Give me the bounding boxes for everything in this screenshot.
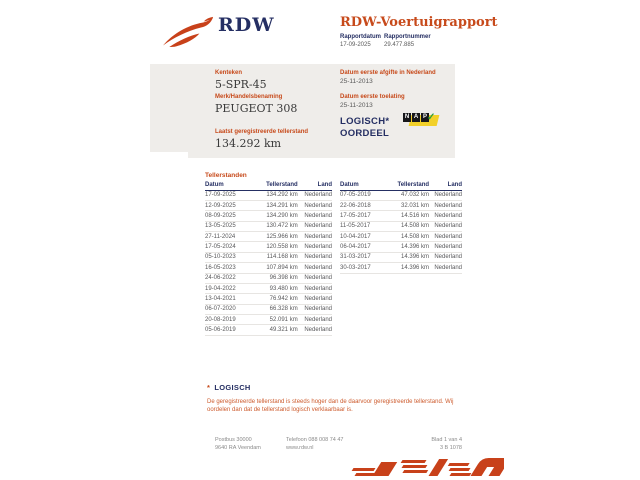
report-number-value: 29.477.885 <box>384 42 415 48</box>
cell-land: Nederland <box>429 190 462 200</box>
kenteken-block <box>215 70 267 91</box>
table-row <box>205 304 332 314</box>
table-row <box>205 252 332 262</box>
report-date-value: 17-09-2025 <box>340 42 371 48</box>
rdw-logo-wordmark: RDW <box>218 14 275 36</box>
cell-datum: 05-06-2019 <box>205 325 256 335</box>
nap-logo-icon <box>403 113 439 127</box>
cell-land: Nederland <box>429 252 462 262</box>
tellerstanden-title: Tellerstanden <box>205 172 247 179</box>
cell-land: Nederland <box>298 315 332 325</box>
cell-land: Nederland <box>298 190 332 200</box>
note-title: LOGISCH <box>214 383 251 392</box>
nap-letter-a: A <box>413 114 419 120</box>
cell-tellerstand: 32.031 km <box>389 200 429 210</box>
cell-datum: 24-06-2022 <box>205 273 256 283</box>
cell-tellerstand: 14.396 km <box>389 252 429 262</box>
table-row <box>205 325 332 335</box>
cell-land: Nederland <box>298 283 332 293</box>
footer-city: 9640 RA Veendam <box>215 445 261 451</box>
cell-tellerstand: 96.398 km <box>256 273 298 283</box>
note-asterisk: * <box>207 383 210 392</box>
footer-address <box>215 436 261 452</box>
table-row <box>340 190 462 200</box>
col-header-land: Land <box>298 180 332 190</box>
eerste-toelating-block <box>340 94 405 109</box>
footer-contact <box>286 436 344 452</box>
table-row <box>205 200 332 210</box>
cell-land: Nederland <box>429 263 462 273</box>
cell-tellerstand: 52.091 km <box>256 315 298 325</box>
report-date-block <box>340 34 381 48</box>
merk-block <box>215 94 297 115</box>
footer-phone: Telefoon 088 008 74 47 <box>286 437 344 443</box>
col-header-datum: Datum <box>340 180 389 190</box>
note-body: De geregistreerde tellerstand is steeds hoger dan de daarvoor geregistreerde tellerstand. Wij oordelen dan dat de tellerstand logisch verklaarbaar is. <box>207 399 454 413</box>
cell-datum: 06-04-2017 <box>340 242 389 252</box>
cell-land: Nederland <box>429 232 462 242</box>
table-row <box>205 294 332 304</box>
cell-land: Nederland <box>429 221 462 231</box>
cell-tellerstand: 14.508 km <box>389 221 429 231</box>
table-row <box>340 242 462 252</box>
footer-website-link[interactable]: www.rdw.nl <box>286 445 314 451</box>
cell-datum: 17-09-2025 <box>205 190 256 200</box>
cell-tellerstand: 134.292 km <box>256 190 298 200</box>
cell-datum: 13-04-2021 <box>205 294 256 304</box>
cell-tellerstand: 14.396 km <box>389 242 429 252</box>
tellerstanden-table-right <box>340 180 462 274</box>
eerste-afgifte-value: 25-11-2013 <box>340 78 373 85</box>
cell-tellerstand: 14.396 km <box>389 263 429 273</box>
cell-land: Nederland <box>298 304 332 314</box>
table-row <box>205 283 332 293</box>
cell-datum: 30-03-2017 <box>340 263 389 273</box>
cell-datum: 06-07-2020 <box>205 304 256 314</box>
cell-tellerstand: 93.480 km <box>256 283 298 293</box>
table-row <box>340 252 462 262</box>
cell-tellerstand: 76.942 km <box>256 294 298 304</box>
laatste-tellerstand-label: Laatst geregistreerde tellerstand <box>215 129 309 135</box>
cell-land: Nederland <box>298 294 332 304</box>
cell-tellerstand: 120.558 km <box>256 242 298 252</box>
table-row <box>340 211 462 221</box>
nap-checkmark-icon: ✓ <box>427 112 436 123</box>
cell-datum: 13-05-2025 <box>205 221 256 231</box>
cell-datum: 07-05-2019 <box>340 190 389 200</box>
cell-land: Nederland <box>298 211 332 221</box>
decorative-stripes-icon <box>344 454 504 480</box>
cell-land: Nederland <box>298 263 332 273</box>
eerste-toelating-label: Datum eerste toelating <box>340 94 405 100</box>
cell-land: Nederland <box>298 252 332 262</box>
table-row <box>205 211 332 221</box>
cell-datum: 27-11-2024 <box>205 232 256 242</box>
cell-datum: 11-05-2017 <box>340 221 389 231</box>
kenteken-label: Kenteken <box>215 70 243 76</box>
footer-page-info <box>392 436 462 452</box>
cell-datum: 12-09-2025 <box>205 200 256 210</box>
cell-land: Nederland <box>298 273 332 283</box>
cell-tellerstand: 134.291 km <box>256 200 298 210</box>
table-row <box>340 232 462 242</box>
laatste-tellerstand-block <box>215 129 308 150</box>
cell-datum: 16-05-2023 <box>205 263 256 273</box>
vehicle-summary-box-step <box>188 152 455 158</box>
col-header-tellerstand: Tellerstand <box>389 180 429 190</box>
table-row <box>205 273 332 283</box>
cell-tellerstand: 66.328 km <box>256 304 298 314</box>
footer-page-number: Blad 1 van 4 <box>431 437 462 443</box>
tellerstanden-table-left <box>205 180 332 336</box>
cell-tellerstand: 134.290 km <box>256 211 298 221</box>
table-row <box>340 263 462 273</box>
cell-tellerstand: 49.321 km <box>256 325 298 335</box>
footer-postbus: Postbus 30000 <box>215 437 252 443</box>
table-header-row <box>340 180 462 190</box>
cell-land: Nederland <box>429 200 462 210</box>
cell-land: Nederland <box>429 242 462 252</box>
oordeel-verdict <box>340 116 389 140</box>
table-row <box>205 221 332 231</box>
logisch-note <box>207 377 461 414</box>
table-row <box>205 190 332 200</box>
cell-land: Nederland <box>298 242 332 252</box>
merk-value: PEUGEOT 308 <box>215 102 298 115</box>
col-header-datum: Datum <box>205 180 256 190</box>
cell-datum: 17-05-2017 <box>340 211 389 221</box>
col-header-land: Land <box>429 180 462 190</box>
report-date-label: Rapportdatum <box>340 34 381 40</box>
table-row <box>205 232 332 242</box>
laatste-tellerstand-value: 134.292 km <box>215 137 282 150</box>
cell-tellerstand: 14.508 km <box>389 232 429 242</box>
cell-tellerstand: 107.894 km <box>256 263 298 273</box>
eerste-afgifte-label: Datum eerste afgifte in Nederland <box>340 70 436 76</box>
eerste-afgifte-block <box>340 70 436 85</box>
table-row <box>340 221 462 231</box>
oordeel-line1: LOGISCH* <box>340 116 390 127</box>
cell-land: Nederland <box>298 200 332 210</box>
nap-letter-n: N <box>404 114 410 120</box>
table-row <box>340 200 462 210</box>
cell-datum: 05-10-2023 <box>205 252 256 262</box>
kenteken-value: 5-SPR-45 <box>215 78 267 91</box>
table-row <box>205 263 332 273</box>
cell-tellerstand: 14.516 km <box>389 211 429 221</box>
col-header-tellerstand: Tellerstand <box>256 180 298 190</box>
table-header-row <box>205 180 332 190</box>
cell-tellerstand: 125.966 km <box>256 232 298 242</box>
cell-datum: 20-08-2019 <box>205 315 256 325</box>
cell-tellerstand: 47.032 km <box>389 190 429 200</box>
eerste-toelating-value: 25-11-2013 <box>340 102 373 109</box>
page-title: RDW-Voertuigrapport <box>340 15 498 30</box>
table-row <box>205 242 332 252</box>
report-number-block <box>384 34 431 48</box>
oordeel-line2: OORDEEL <box>340 128 390 139</box>
cell-datum: 31-03-2017 <box>340 252 389 262</box>
cell-land: Nederland <box>298 232 332 242</box>
nap-letter-p: P <box>422 114 427 120</box>
cell-tellerstand: 130.472 km <box>256 221 298 231</box>
cell-land: Nederland <box>298 325 332 335</box>
rdw-falcon-logo-icon <box>162 16 214 50</box>
cell-datum: 22-06-2018 <box>340 200 389 210</box>
cell-datum: 17-05-2024 <box>205 242 256 252</box>
merk-label: Merk/Handelsbenaming <box>215 94 283 100</box>
report-number-label: Rapportnummer <box>384 34 431 40</box>
cell-land: Nederland <box>429 211 462 221</box>
footer-form-code: 3 B 1078 <box>439 445 462 451</box>
table-row <box>205 315 332 325</box>
cell-datum: 19-04-2022 <box>205 283 256 293</box>
cell-datum: 08-09-2025 <box>205 211 256 221</box>
cell-land: Nederland <box>298 221 332 231</box>
cell-tellerstand: 114.168 km <box>256 252 298 262</box>
cell-datum: 10-04-2017 <box>340 232 389 242</box>
